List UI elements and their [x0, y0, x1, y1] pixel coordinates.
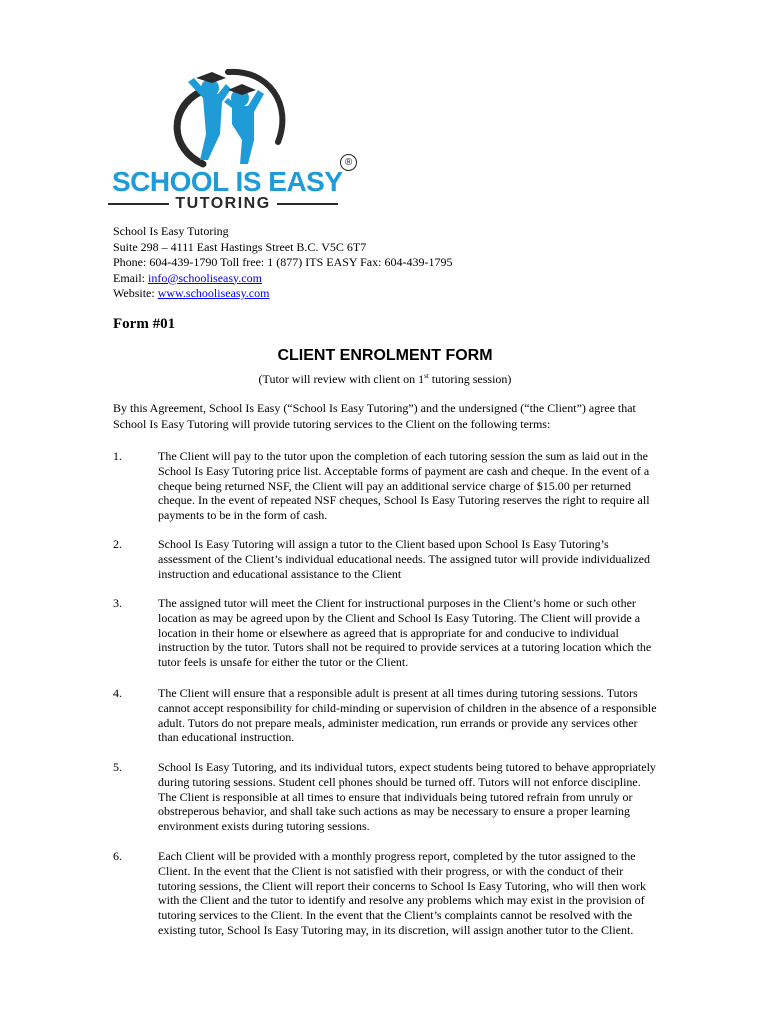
clause-number: 2.	[113, 537, 122, 551]
page-subtitle	[0, 372, 770, 387]
clause-number: 3.	[113, 596, 122, 610]
clause-number: 5.	[113, 760, 122, 774]
logo-rule-right	[277, 203, 338, 205]
clause-2	[113, 537, 658, 581]
company-address-block	[113, 224, 452, 302]
clause-text: School Is Easy Tutoring will assign a tutor to the Client based upon School Is Easy Tutoring’s assessment of the Client’s individual educational needs. The assigned tutor will provide individualized instruction and educational assistance to the Client	[158, 537, 651, 581]
form-number: Form #01	[113, 316, 176, 332]
clause-number: 4.	[113, 686, 122, 700]
clause-number: 6.	[113, 849, 122, 863]
clause-text: The Client will pay to the tutor upon the completion of each tutoring session the sum as laid out in the School Is Easy Tutoring price list. Acceptable forms of payment are cash and cheque. In the event of a cheque being returned NSF, the Client will pay an additional service charge of $15.00 per returned cheque. In the event of repeated NSF cheques, School Is Easy Tutoring reserves the right to require all payments to be in the form of cash.	[158, 449, 650, 523]
email-label: Email:	[113, 270, 148, 285]
registered-trademark-icon: ®	[340, 154, 357, 171]
clause-number: 1.	[113, 449, 122, 463]
clause-3	[113, 596, 658, 670]
website-label: Website:	[113, 286, 158, 300]
website-link[interactable]: www.schooliseasy.com	[157, 286, 270, 300]
clause-text: School Is Easy Tutoring, and its individual tutors, expect students being tutored to behave appropriately during tutoring sessions. Student cell phones should be turned off. Tutors will not enforce discipline. The Client is responsible at all times to ensure that individuals being tutored refrain from unruly or obstreperous behavior, and shall take such actions as may be necessary to ensure a proper learning environment exists during tutoring sessions.	[158, 760, 656, 834]
clause-text: The Client will ensure that a responsible adult is present at all times during tutoring sessions. Tutors cannot accept responsibility for child-minding or supervision of children in the absence of a responsible adult. Tutors do not prepare meals, administer medication, run errands or provide any services other than educational instruction.	[158, 686, 657, 745]
logo-brand-text: SCHOOL IS EASY	[112, 166, 343, 197]
subtitle-sup: st	[424, 372, 429, 380]
page-title: CLIENT ENROLMENT FORM	[277, 347, 493, 364]
clause-text: The assigned tutor will meet the Client for instructional purposes in the Client’s home or such other location as may be agreed upon by the Client and School Is Easy Tutoring. The Client will provide a location in their home or elsewhere as agreed that is appropriate for and conducive to individual instruction by the tutor. Tutors shall not be required to provide services at a tutoring location which the tutor feels is unsafe for either the tutor or the Client.	[158, 596, 652, 670]
street-address: Suite 298 – 4111 East Hastings Street B.C. V5C 6T7	[113, 239, 367, 254]
logo-sub-text: TUTORING	[175, 195, 271, 212]
email-line	[113, 271, 452, 287]
intro-paragraph: By this Agreement, School Is Easy (“School Is Easy Tutoring”) and the undersigned (“the Client”) agree that School Is Easy Tutoring will provide tutoring services to the Client on the following terms:	[113, 401, 636, 431]
clause-6	[113, 849, 658, 938]
logo-rule-left	[108, 203, 169, 205]
company-logo	[108, 64, 366, 214]
email-link[interactable]: info@schooliseasy.com	[148, 270, 262, 285]
graduates-emblem-icon	[108, 64, 366, 174]
logo-subtitle	[108, 194, 338, 214]
subtitle-before: (Tutor will review with client on 1	[258, 372, 425, 386]
clause-5	[113, 760, 658, 834]
subtitle-after: tutoring session)	[428, 372, 512, 386]
website-line	[113, 286, 452, 302]
phone-line: Phone: 604-439-1790 Toll free: 1 (877) ITS EASY Fax: 604-439-1795	[113, 255, 453, 269]
clause-4	[113, 686, 658, 745]
company-name: School Is Easy Tutoring	[113, 224, 229, 238]
clause-text: Each Client will be provided with a monthly progress report, completed by the tutor assigned to the Client. In the event that the Client is not satisfied with their progress, or with the conduct of their tutoring sessions, the Client will report their concerns to School Is Easy Tutoring, who will then work with the Client and the tutor to identify and resolve any problems which may exist in the provision of tutoring services to the Client. In the event that the Client’s complaints cannot be resolved with the existing tutor, School Is Easy Tutoring may, in its discretion, will assign another tutor to the Client.	[158, 849, 646, 937]
clause-1	[113, 449, 658, 523]
